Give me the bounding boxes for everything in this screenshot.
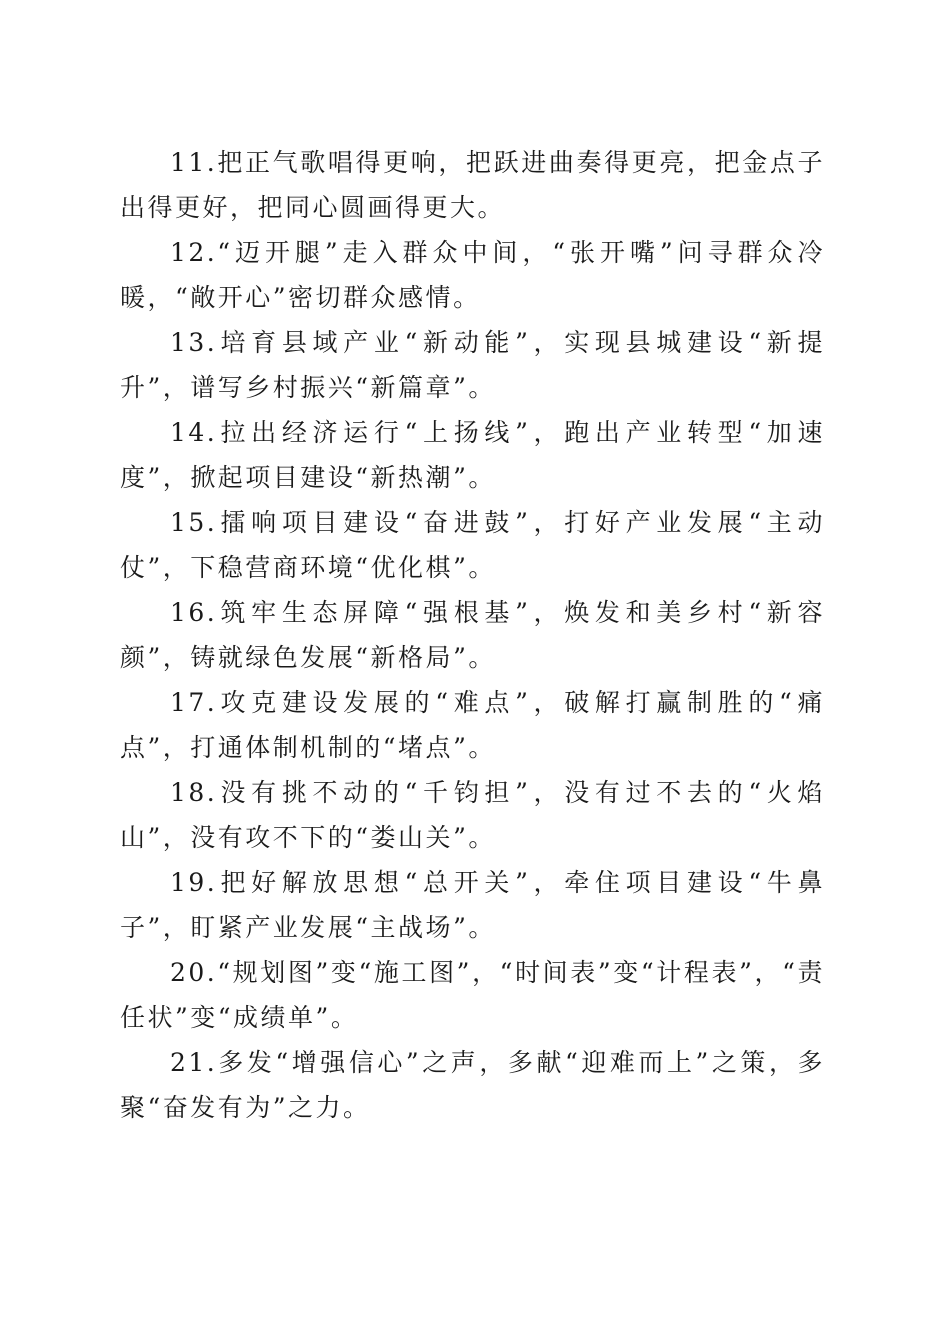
paragraph-13: 13.培育县域产业“新动能”，实现县城建设“新提升”，谱写乡村振兴“新篇章”。: [120, 328, 825, 402]
paragraph-18: 18.没有挑不动的“千钧担”，没有过不去的“火焰山”，没有攻不下的“娄山关”。: [120, 778, 825, 852]
paragraph-12: 12.“迈开腿”走入群众中间，“张开嘴”问寻群众冷暖，“敞开心”密切群众感情。: [120, 238, 825, 312]
paragraph-17: 17.攻克建设发展的“难点”，破解打赢制胜的“痛点”，打通体制机制的“堵点”。: [120, 688, 825, 762]
paragraph-16: 16.筑牢生态屏障“强根基”，焕发和美乡村“新容颜”，铸就绿色发展“新格局”。: [120, 598, 825, 672]
paragraph-11: 11.把正气歌唱得更响，把跃进曲奏得更亮，把金点子出得更好，把同心圆画得更大。: [120, 148, 825, 222]
paragraph-14: 14.拉出经济运行“上扬线”，跑出产业转型“加速度”，掀起项目建设“新热潮”。: [120, 418, 825, 492]
document-body: [120, 140, 825, 1130]
paragraph-20: 20.“规划图”变“施工图”，“时间表”变“计程表”，“责任状”变“成绩单”。: [120, 958, 825, 1032]
paragraph-15: 15.擂响项目建设“奋进鼓”，打好产业发展“主动仗”，下稳营商环境“优化棋”。: [120, 508, 825, 582]
paragraph-19: 19.把好解放思想“总开关”，牵住项目建设“牛鼻子”，盯紧产业发展“主战场”。: [120, 868, 825, 942]
paragraph-21: 21.多发“增强信心”之声，多献“迎难而上”之策，多聚“奋发有为”之力。: [120, 1048, 825, 1122]
